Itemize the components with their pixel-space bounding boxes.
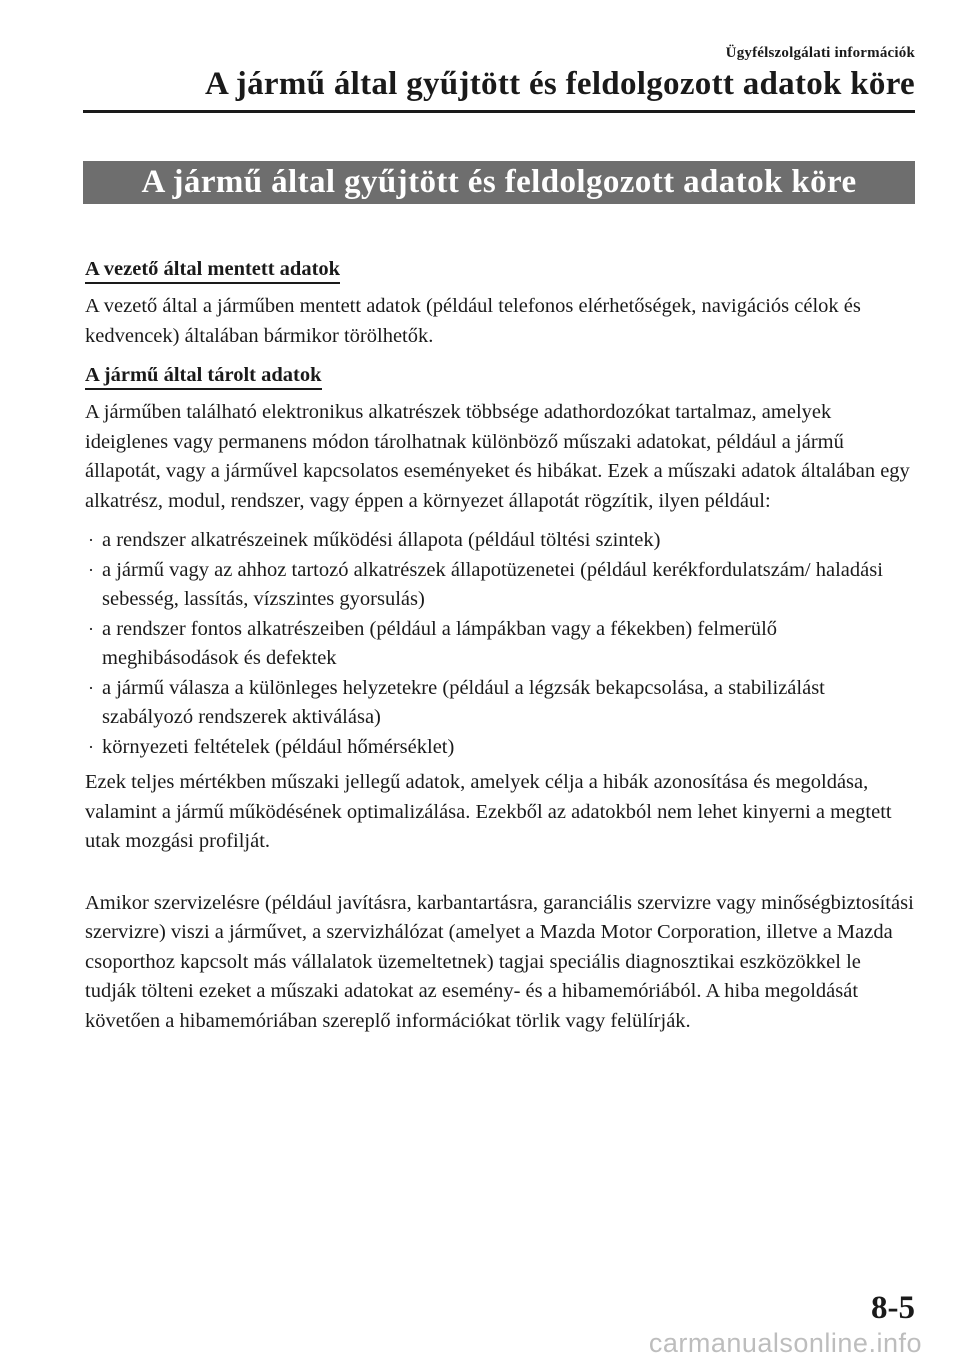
section-banner: A jármű által gyűjtött és feldolgozott adatok köre	[83, 161, 915, 204]
paragraph: A járműben található elektronikus alkatrészek többsége adathordozókat tartalmaz, amelyek ideiglenes vagy permanens módon tárolhatnak különböző műszaki adatokat, például a jármű állapotát, vagy a járművel kapcsolatos eseményeket és hibákat. Ezek a műszaki adatok általában egy alkatrész, modul, rendszer, vagy éppen a környezet állapotát rögzítik, ilyen például:	[85, 401, 910, 512]
header-divider	[83, 110, 915, 113]
list-item	[85, 674, 915, 733]
paragraph: Amikor szervizelésre (például javításra, karbantartásra, garanciális szervizre vagy minőségbiztosítási szervizre) viszi a járművet, a szervizhálózat (amelyet a Mazda Motor Corporation, illetve a Mazda csoporthoz kapcsolt más vállalatok üzemeltetnek) tagjai speciális diagnosztikai eszközökkel le tudják tölteni ezeket a műszaki adatokat az esemény- és a hibamemóriából. A hiba megoldását követően a hibamemóriában szereplő információkat törlik vagy felülírják.	[85, 891, 914, 1032]
running-header-section: Ügyfélszolgálati információk	[725, 45, 915, 61]
section-vehicle-data	[85, 361, 915, 1036]
list-item	[85, 615, 915, 674]
bullet-list	[85, 526, 915, 762]
list-item-text: a rendszer alkatrészeinek működési állapota (például töltési szintek)	[102, 529, 661, 551]
bullet-icon: ·	[88, 559, 94, 580]
list-item	[85, 556, 915, 615]
running-header-title: A jármű által gyűjtött és feldolgozott adatok köre	[204, 66, 915, 102]
subheading-vehicle-data: A jármű által tárolt adatok	[85, 362, 322, 390]
paragraph: Ezek teljes mértékben műszaki jellegű adatok, amelyek célja a hibák azonosítása és megoldása, valamint a jármű működésének optimalizálása. Ezekből az adatokból nem lehet kinyerni a megtett utak mozgási profilját.	[85, 771, 892, 852]
section-driver-data	[85, 255, 915, 351]
paragraph-spacer	[85, 867, 915, 889]
list-item-text: a jármű válasza a különleges helyzetekre (például a légzsák bekapcsolása, a stabilizálást szabályozó rendszerek aktiválása)	[102, 676, 825, 728]
list-item	[85, 733, 915, 763]
list-item-text: a rendszer fontos alkatrészeiben (például a lámpákban vagy a fékekben) felmerülő meghibásodások és defektek	[102, 617, 778, 669]
list-item-text: környezeti feltételek (például hőmérséklet)	[102, 735, 455, 758]
bullet-icon: ·	[88, 677, 94, 698]
bullet-icon: ·	[88, 530, 94, 550]
list-item	[85, 526, 915, 556]
paragraph: A vezető által a járműben mentett adatok (például telefonos elérhetőségek, navigációs célok és kedvencek) általában bármikor törölhetők.	[85, 295, 861, 347]
bullet-icon: ·	[88, 618, 94, 639]
watermark: carmanualsonline.info	[648, 1328, 922, 1358]
list-item-text: a jármű vagy az ahhoz tartozó alkatrészek állapotüzenetei (például kerékfordulatszám/ haladási sebesség, lassítás, vízszintes gyorsulás)	[102, 558, 883, 610]
page-number: 8-5	[871, 1290, 915, 1326]
page-content	[85, 255, 915, 1046]
subheading-driver-data: A vezető által mentett adatok	[85, 256, 340, 284]
bullet-icon: ·	[88, 736, 94, 757]
